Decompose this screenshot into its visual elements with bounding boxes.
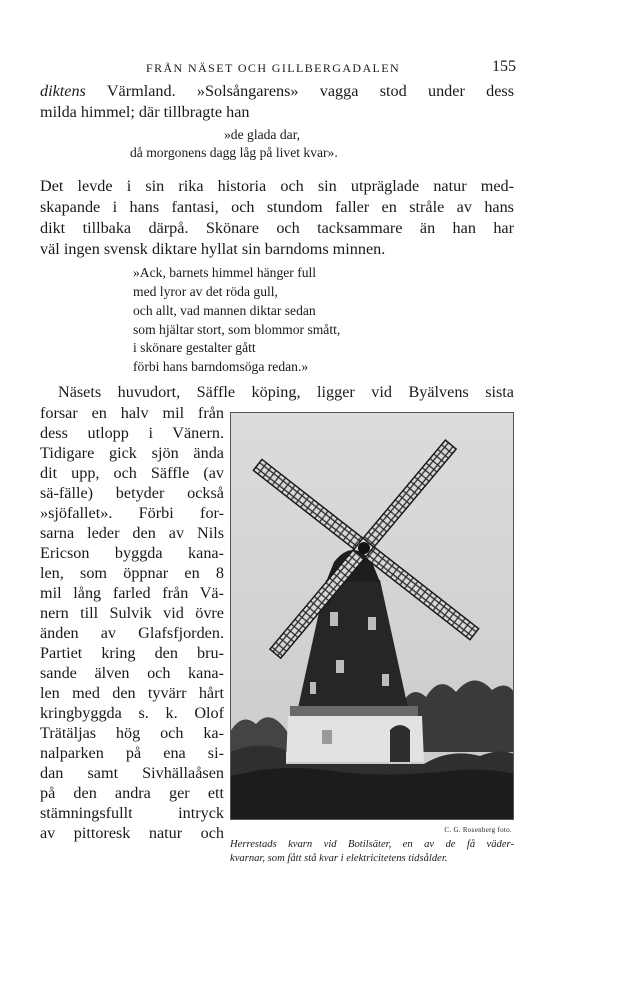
quote-line: »de glada dar, <box>224 127 301 142</box>
photo-credit: C. G. Rosenberg foto. <box>444 826 512 834</box>
column-line: av pittoresk natur och <box>40 824 224 842</box>
paragraph-line: skapande i hans fantasi, och stundom faller en stråle av hans <box>40 198 514 216</box>
column-line: sande älven och kana- <box>40 664 224 682</box>
column-line: sarna leder den av Nils <box>40 524 224 542</box>
column-line: len med den tyvärr hårt <box>40 684 224 702</box>
paragraph-line: Näsets huvudort, Säffle köping, ligger vid Byälvens sista <box>58 383 514 401</box>
column-line: stämningsfullt intryck <box>40 804 224 822</box>
column-line: Tidigare gick sjön ända <box>40 444 224 462</box>
column-line: dess utlopp i Vänern. <box>40 424 224 442</box>
running-title: FRÅN NÄSET OCH GILLBERGADALEN <box>146 61 401 75</box>
poem-line: förbi hans barndomsöga redan.» <box>133 359 309 374</box>
column-line: kringbyggda s. k. Olof <box>40 704 224 722</box>
poem-line: som hjältar stort, som blommor smått, <box>133 322 341 337</box>
column-line: forsar en halv mil från <box>40 404 224 422</box>
column-line: Ericson byggda kana- <box>40 544 224 562</box>
column-line: len, som öppnar en 8 <box>40 564 224 582</box>
paragraph-line: väl ingen svensk diktare hyllat sin barndoms minnen. <box>40 240 386 258</box>
poem-line: i skönare gestalter gått <box>133 340 256 355</box>
column-line: nalparken på ena si- <box>40 744 224 762</box>
windmill-photo <box>230 412 514 820</box>
line-text: Värmland. »Solsångarens» vagga stod under dess <box>85 82 514 100</box>
figure-caption-line: Herrestads kvarn vid Botilsäter, en av de få väder- <box>230 839 514 850</box>
figure-caption-line: kvarnar, som fått stå kvar i elektricitetens tidsålder. <box>230 853 448 864</box>
column-line: Trätäljas hög och ka- <box>40 724 224 742</box>
poem-line: och allt, vad mannen diktar sedan <box>133 303 316 318</box>
column-line: »sjöfallet». Förbi for- <box>40 504 224 522</box>
paragraph-line: milda himmel; där tillbragte han <box>40 103 250 121</box>
poem-line: »Ack, barnets himmel hänger full <box>133 265 317 280</box>
column-line: sä-fälle) betyder också <box>40 484 224 502</box>
column-line: änden av Glafsfjorden. <box>40 624 224 642</box>
running-head <box>40 59 516 79</box>
quote-line: då morgonens dagg låg på livet kvar». <box>130 145 338 160</box>
column-line: Partiet kring den bru- <box>40 644 224 662</box>
column-line: nern till Sulvik vid övre <box>40 604 224 622</box>
page-number: 155 <box>492 58 516 75</box>
column-line: dit upp, och Säffle (av <box>40 464 224 482</box>
column-line: mil lång farled från Vä- <box>40 584 224 602</box>
paragraph-line: dikt tillbaka därpå. Skönare och tacksammare än han har <box>40 219 514 237</box>
poem-line: med lyror av det röda gull, <box>133 284 278 299</box>
column-line: på den andra ger ett <box>40 784 224 802</box>
paragraph-line <box>40 81 514 102</box>
paragraph-line: Det levde i sin rika historia och sin utpräglade natur med- <box>40 177 514 195</box>
italic-word: diktens <box>40 82 86 100</box>
column-line: dan samt Sivhällaåsen <box>40 764 224 782</box>
